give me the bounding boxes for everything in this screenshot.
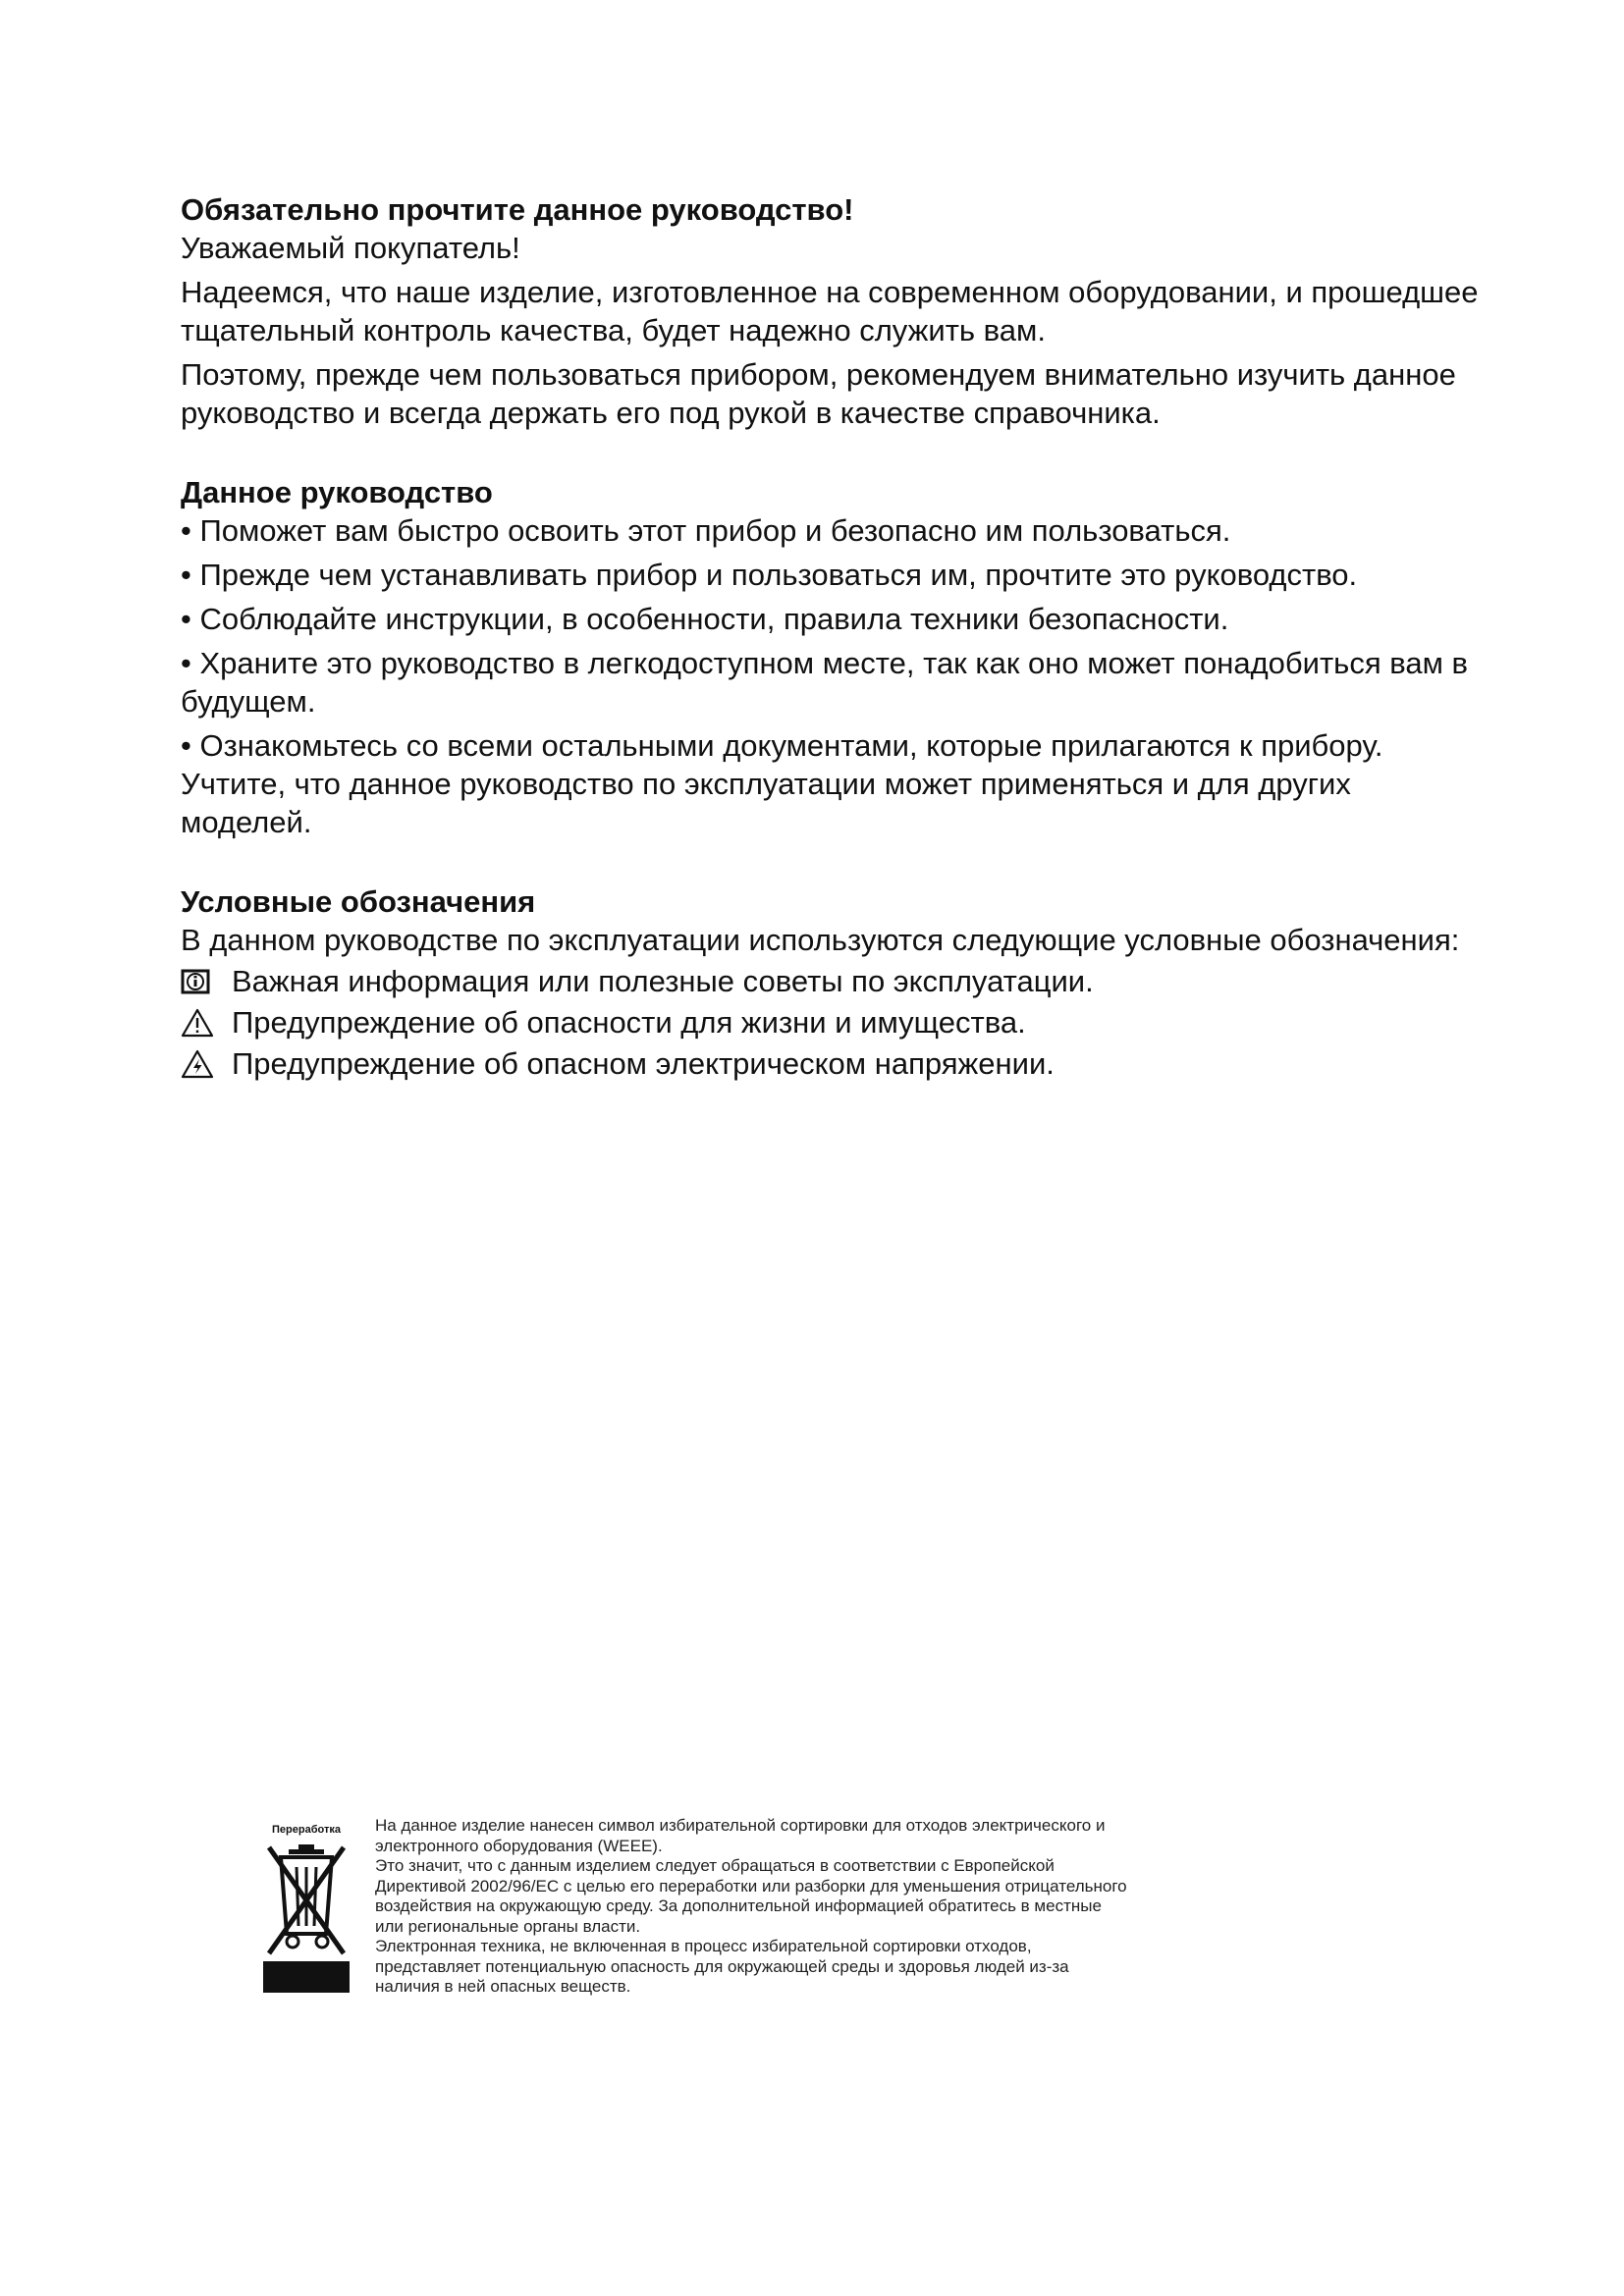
weee-line: или региональные органы власти. [375,1916,641,1936]
symbol-item-label: Предупреждение об опасности для жизни и имущества. [232,1005,1026,1040]
symbol-item-label: Предупреждение об опасном электрическом напряжении. [232,1046,1055,1081]
intro-paragraph-2: Поэтому, прежде чем пользоваться прибором, рекомендуем внимательно изучить данное руководство и всегда держать его под рукой в качестве справочника. [181,357,1456,430]
symbol-item-warning [181,1003,1487,1041]
weee-line: Электронная техника, не включенная в процесс избирательной сортировки отходов, [375,1937,1032,1955]
manual-section [181,473,1487,841]
manual-bullet: • Соблюдайте инструкции, в особенности, правила техники безопасности. [181,602,1229,636]
weee-text [375,1816,1347,1998]
weee-line: электронного оборудования (WEEE). [375,1836,663,1855]
weee-line: наличия в ней опасных веществ. [375,1977,631,1996]
crossed-bin-icon [259,1843,353,2001]
weee-notice [257,1814,1347,2010]
weee-line: Это значит, что с данным изделием следует обращаться в соответствии с Европейской [375,1856,1055,1875]
intro-paragraph-1: Надеемся, что наше изделие, изготовленное на современном оборудовании, и прошедшее тщательный контроль качества, будет надежно служить вам. [181,275,1479,347]
weee-logo-label: Переработка [272,1824,341,1836]
weee-line: На данное изделие нанесен символ избирательной сортировки для отходов электрического и [375,1816,1106,1835]
manual-bullet: • Ознакомьтесь со всеми остальными документами, которые прилагаются к прибору. [181,728,1383,763]
warning-icon [181,1008,216,1038]
manual-bullet: • Храните это руководство в легкодоступном месте, так как оно может понадобиться вам в будущем. [181,646,1468,719]
weee-logo [257,1814,355,2001]
manual-bullet: • Прежде чем устанавливать прибор и пользоваться им, прочтите это руководство. [181,558,1358,592]
symbols-title: Условные обозначения [181,884,536,919]
symbol-item-info [181,962,1487,1000]
electric-warning-icon [181,1049,216,1079]
symbol-item-label: Важная информация или полезные советы по эксплуатации. [232,964,1094,998]
greeting: Уважаемый покупатель! [181,231,520,265]
manual-note: Учтите, что данное руководство по эксплуатации может применяться и для других моделей. [181,767,1351,839]
symbols-section [181,882,1487,1083]
symbol-item-electric [181,1044,1487,1083]
weee-line: представляет потенциальную опасность для окружающей среды и здоровья людей из-за [375,1956,1069,1976]
manual-content [181,190,1487,1083]
symbols-intro: В данном руководстве по эксплуатации используются следующие условные обозначения: [181,923,1460,957]
manual-title: Данное руководство [181,475,493,509]
manual-bullet: • Поможет вам быстро освоить этот прибор и безопасно им пользоваться. [181,513,1231,548]
intro-title: Обязательно прочтите данное руководство! [181,192,854,227]
weee-line: воздействия на окружающую среду. За дополнительной информацией обратитесь в местные [375,1896,1102,1915]
weee-line: Директивой 2002/96/EC с целью его переработки или разборки для уменьшения отрицательного [375,1876,1127,1896]
info-icon [181,969,216,994]
